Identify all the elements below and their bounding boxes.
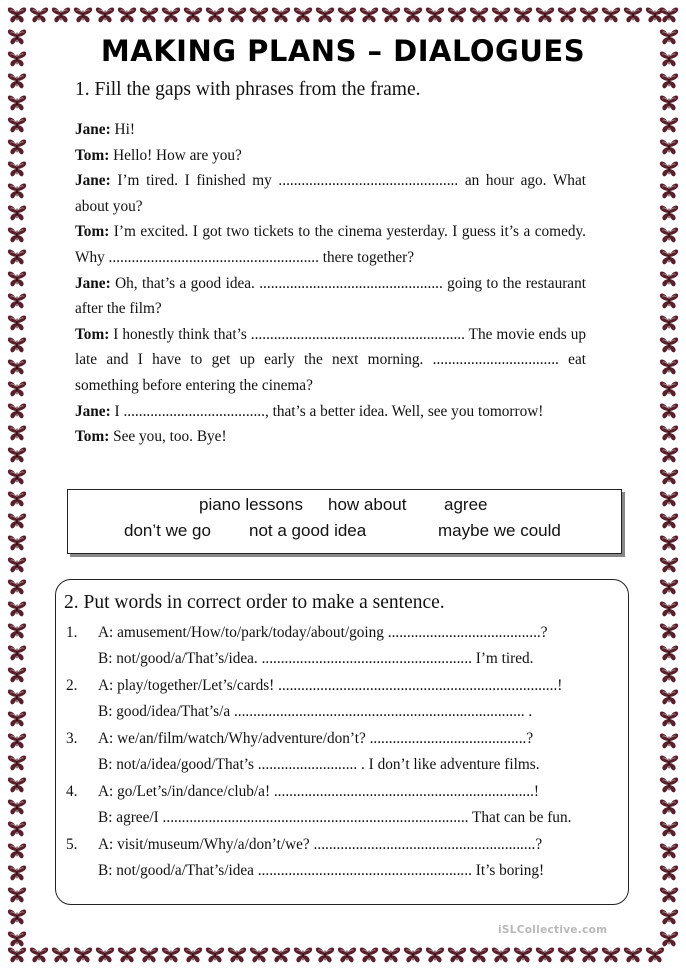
butterfly-icon	[660, 469, 678, 484]
butterfly-icon	[250, 947, 268, 962]
item-line-a: A: we/an/film/watch/Why/adventure/don’t? .........................................?	[98, 730, 534, 747]
butterfly-icon	[8, 315, 26, 330]
butterfly-icon	[206, 947, 224, 962]
butterfly-icon	[660, 887, 678, 902]
page-title: MAKING PLANS – DIALOGUES	[100, 34, 586, 68]
speaker-name: Tom:	[75, 325, 110, 343]
butterfly-icon	[660, 579, 678, 594]
butterfly-icon	[404, 947, 422, 962]
butterfly-icon	[660, 733, 678, 748]
butterfly-icon	[96, 947, 114, 962]
butterfly-icon	[8, 623, 26, 638]
butterfly-icon	[448, 7, 466, 22]
butterfly-icon	[294, 947, 312, 962]
butterfly-icon	[8, 403, 26, 418]
line-text: Oh, that’s a good idea. ................................................ going to the restaurant after the film?	[75, 274, 586, 318]
item-number: 3.	[66, 730, 78, 747]
butterfly-icon	[8, 161, 26, 176]
butterfly-icon	[8, 139, 26, 154]
line-text: I honestly think that’s ........................................................ The movie ends up late and I have to get up early the next morning. ................................. eat something before entering the cinema?	[75, 325, 586, 394]
butterfly-icon	[660, 755, 678, 770]
butterfly-icon	[272, 947, 290, 962]
border-left-butterflies	[6, 4, 28, 966]
speaker-name: Jane:	[75, 402, 111, 420]
butterfly-icon	[660, 491, 678, 506]
butterfly-icon	[8, 491, 26, 506]
item-line-a: A: visit/museum/Why/a/don’t/we? ..........................................................?	[98, 836, 543, 853]
frame-phrase: agree	[444, 495, 488, 514]
item-number: 2.	[66, 677, 78, 694]
butterfly-icon	[660, 117, 678, 132]
butterfly-icon	[52, 947, 70, 962]
butterfly-icon	[660, 403, 678, 418]
butterfly-icon	[580, 7, 598, 22]
task1-heading: 1. Fill the gaps with phrases from the frame.	[75, 79, 421, 100]
butterfly-icon	[250, 7, 268, 22]
dialogue-line	[75, 424, 586, 450]
butterfly-icon	[558, 7, 576, 22]
butterfly-icon	[404, 7, 422, 22]
butterfly-icon	[52, 7, 70, 22]
butterfly-icon	[382, 947, 400, 962]
butterfly-icon	[602, 947, 620, 962]
butterfly-icon	[660, 293, 678, 308]
butterfly-icon	[536, 7, 554, 22]
butterfly-icon	[8, 865, 26, 880]
dialogue-line	[75, 271, 586, 322]
speaker-name: Tom:	[75, 223, 110, 241]
speaker-name: Tom:	[75, 146, 110, 164]
butterfly-icon	[8, 95, 26, 110]
butterfly-icon	[8, 909, 26, 924]
item-line-b: B: agree/I ................................................................................ That can be fun.	[98, 809, 572, 826]
speaker-name: Jane:	[75, 121, 111, 138]
butterfly-icon	[96, 7, 114, 22]
butterfly-icon	[624, 7, 642, 22]
item-line-b: B: good/idea/That’s/a ............................................................................ .	[98, 703, 533, 720]
butterfly-icon	[660, 73, 678, 88]
item-line-a: A: play/together/Let’s/cards! .........................................................................!	[98, 677, 563, 694]
butterfly-icon	[294, 7, 312, 22]
butterfly-icon	[580, 947, 598, 962]
butterfly-icon	[660, 865, 678, 880]
border-bottom-butterflies	[6, 944, 680, 966]
butterfly-icon	[448, 947, 466, 962]
butterfly-icon	[8, 579, 26, 594]
butterfly-icon	[8, 183, 26, 198]
butterfly-icon	[660, 645, 678, 660]
item-line-b: B: not/good/a/That’s/idea. ....................................................... I’m tired.	[98, 650, 534, 667]
butterfly-icon	[660, 425, 678, 440]
butterfly-icon	[470, 7, 488, 22]
butterfly-icon	[660, 249, 678, 264]
butterfly-icon	[8, 293, 26, 308]
butterfly-icon	[206, 7, 224, 22]
butterfly-icon	[660, 667, 678, 682]
butterfly-icon	[8, 711, 26, 726]
butterfly-icon	[8, 821, 26, 836]
butterfly-icon	[30, 947, 48, 962]
item-number: 4.	[66, 783, 78, 800]
butterfly-icon	[660, 557, 678, 572]
butterfly-icon	[660, 447, 678, 462]
speaker-name: Tom:	[75, 428, 110, 446]
butterfly-icon	[8, 667, 26, 682]
butterfly-icon	[162, 947, 180, 962]
speaker-name: Jane:	[75, 172, 111, 190]
butterfly-icon	[660, 535, 678, 550]
butterfly-icon	[360, 7, 378, 22]
butterfly-icon	[8, 117, 26, 132]
butterfly-icon	[30, 7, 48, 22]
butterfly-icon	[8, 535, 26, 550]
frame-phrase: maybe we could	[438, 521, 561, 540]
item-number: 1.	[66, 624, 78, 641]
butterfly-icon	[316, 7, 334, 22]
butterfly-icon	[338, 947, 356, 962]
butterfly-icon	[382, 7, 400, 22]
butterfly-icon	[660, 689, 678, 704]
line-text: I’m tired. I finished my ............................................... an hour ago. What about you?	[75, 172, 586, 215]
butterfly-icon	[8, 73, 26, 88]
butterfly-icon	[660, 7, 678, 22]
butterfly-icon	[8, 887, 26, 902]
task2-heading: 2. Put words in correct order to make a sentence.	[64, 592, 445, 613]
butterfly-icon	[8, 777, 26, 792]
butterfly-icon	[8, 843, 26, 858]
butterfly-icon	[8, 425, 26, 440]
line-text: Hello! How are you?	[109, 146, 242, 164]
butterfly-icon	[8, 733, 26, 748]
butterfly-icon	[660, 183, 678, 198]
dialogue-line	[75, 168, 586, 219]
border-right-butterflies	[658, 4, 680, 966]
butterfly-icon	[8, 755, 26, 770]
butterfly-icon	[660, 337, 678, 352]
butterfly-icon	[8, 799, 26, 814]
border-top-butterflies	[6, 4, 680, 26]
butterfly-icon	[660, 513, 678, 528]
butterfly-icon	[8, 689, 26, 704]
dialogue-line	[75, 143, 586, 169]
butterfly-icon	[660, 381, 678, 396]
butterfly-icon	[660, 843, 678, 858]
item-line-a: A: amusement/How/to/park/today/about/going ........................................?	[98, 624, 548, 641]
butterfly-icon	[492, 947, 510, 962]
item-line-b: B: not/good/a/That’s/idea ........................................................ It’s boring!	[98, 862, 545, 879]
dialogue-line	[75, 399, 586, 425]
line-text: I ....................................., that’s a better idea. Well, see you tomorrow!	[110, 402, 544, 420]
butterfly-icon	[360, 947, 378, 962]
butterfly-icon	[536, 947, 554, 962]
butterfly-icon	[660, 227, 678, 242]
butterfly-icon	[8, 601, 26, 616]
butterfly-icon	[228, 7, 246, 22]
butterfly-icon	[660, 909, 678, 924]
butterfly-icon	[660, 711, 678, 726]
butterfly-icon	[140, 7, 158, 22]
butterfly-icon	[660, 601, 678, 616]
butterfly-icon	[660, 359, 678, 374]
line-text: See you, too. Bye!	[109, 428, 227, 446]
butterfly-icon	[272, 7, 290, 22]
butterfly-icon	[8, 271, 26, 286]
butterfly-icon	[8, 931, 26, 946]
butterfly-icon	[602, 7, 620, 22]
butterfly-icon	[660, 777, 678, 792]
butterfly-icon	[8, 249, 26, 264]
butterfly-icon	[660, 139, 678, 154]
watermark: iSLCollective.com	[498, 924, 608, 936]
butterfly-icon	[184, 7, 202, 22]
butterfly-icon	[8, 205, 26, 220]
dialogue-line	[75, 322, 586, 399]
butterfly-icon	[74, 7, 92, 22]
speaker-name: Jane:	[75, 274, 111, 292]
item-line-a: A: go/Let’s/in/dance/club/a! ....................................................................!	[98, 783, 540, 800]
butterfly-icon	[660, 931, 678, 946]
butterfly-icon	[8, 513, 26, 528]
dialogue	[75, 117, 586, 450]
butterfly-icon	[660, 623, 678, 638]
butterfly-icon	[624, 947, 642, 962]
butterfly-icon	[660, 95, 678, 110]
line-text: Hi!	[110, 121, 135, 138]
phrase-frame	[67, 489, 622, 554]
butterfly-icon	[660, 821, 678, 836]
butterfly-icon	[140, 947, 158, 962]
frame-phrase: how about	[328, 495, 407, 514]
butterfly-icon	[8, 227, 26, 242]
line-text: I’m excited. I got two tickets to the cinema yesterday. I guess it’s a comedy. Why ....................................................... there together?	[75, 223, 586, 266]
butterfly-icon	[74, 947, 92, 962]
butterfly-icon	[338, 7, 356, 22]
butterfly-icon	[8, 7, 26, 22]
butterfly-icon	[8, 469, 26, 484]
butterfly-icon	[660, 271, 678, 286]
butterfly-icon	[8, 381, 26, 396]
butterfly-icon	[660, 799, 678, 814]
butterfly-icon	[8, 447, 26, 462]
butterfly-icon	[228, 947, 246, 962]
butterfly-icon	[162, 7, 180, 22]
butterfly-icon	[514, 947, 532, 962]
dialogue-line	[75, 219, 586, 270]
butterfly-icon	[8, 359, 26, 374]
butterfly-icon	[426, 947, 444, 962]
item-line-b: B: not/a/idea/good/That’s .......................... . I don’t like adventure films.	[98, 756, 540, 773]
butterfly-icon	[514, 7, 532, 22]
butterfly-icon	[470, 947, 488, 962]
frame-phrase: don’t we go	[124, 521, 211, 540]
butterfly-icon	[426, 7, 444, 22]
butterfly-icon	[660, 205, 678, 220]
frame-phrase: not a good idea	[249, 521, 367, 540]
butterfly-icon	[492, 7, 510, 22]
dialogue-line	[75, 117, 586, 143]
butterfly-icon	[316, 947, 334, 962]
frame-phrase: piano lessons	[199, 495, 303, 514]
butterfly-icon	[118, 947, 136, 962]
butterfly-icon	[8, 337, 26, 352]
butterfly-icon	[8, 645, 26, 660]
item-number: 5.	[66, 836, 78, 853]
butterfly-icon	[184, 947, 202, 962]
butterfly-icon	[660, 161, 678, 176]
butterfly-icon	[558, 947, 576, 962]
butterfly-icon	[118, 7, 136, 22]
butterfly-icon	[8, 557, 26, 572]
butterfly-icon	[660, 315, 678, 330]
